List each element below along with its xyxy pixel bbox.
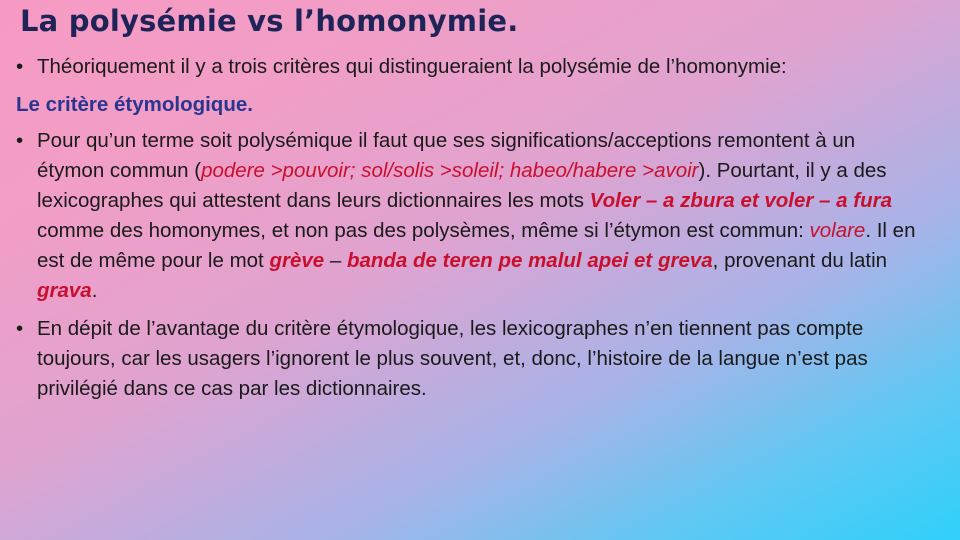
subheading: Le critère étymologique. xyxy=(16,93,253,116)
bullet-dot: • xyxy=(16,129,24,152)
text-segment: – xyxy=(324,249,347,272)
etymon-examples: podere >pouvoir; sol/solis >soleil; habeo/habere >avoir xyxy=(201,159,699,182)
example-greve: grève xyxy=(269,249,325,272)
bullet-intro xyxy=(16,52,916,82)
text-segment: . xyxy=(91,279,98,302)
example-volare: volare xyxy=(809,219,866,242)
text-segment: comme des homonymes, et non pas des polysèmes, même si l’étymon est commun: xyxy=(37,219,810,242)
text-segment: . Il en est de même pour le mot xyxy=(37,219,916,272)
text-segment: , provenant du latin xyxy=(712,249,888,272)
text-segment: Pour qu’un terme soit polysémique il faut que ses significations/acceptions remontent à un étymon commun ( xyxy=(37,129,856,182)
bullet-conclusion xyxy=(16,314,916,404)
intro-text: Théoriquement il y a trois critères qui distingueraient la polysémie de l’homonymie: xyxy=(37,55,787,78)
text-segment: ). Pourtant, il y a des lexicographes qui attestent dans leurs dictionnaires les mots xyxy=(37,159,887,212)
bullet-dot: • xyxy=(16,317,24,340)
slide-title: La polysémie vs l’homonymie. xyxy=(20,4,519,38)
example-banda: banda de teren pe malul apei et greva xyxy=(346,249,713,272)
slide-body xyxy=(16,52,916,412)
bullet-dot: • xyxy=(16,55,24,78)
example-voler: Voler – a zbura et voler – a fura xyxy=(589,189,892,212)
example-grava: grava xyxy=(37,279,92,302)
bullet-etymology xyxy=(16,126,916,306)
conclusion-text: En dépit de l’avantage du critère étymologique, les lexicographes n’en tiennent pas compte toujours, car les usagers l’ignorent le plus souvent, et, donc, l’histoire de la langue n’est pas privilégié dans ce cas par les dictionnaires. xyxy=(37,317,868,400)
